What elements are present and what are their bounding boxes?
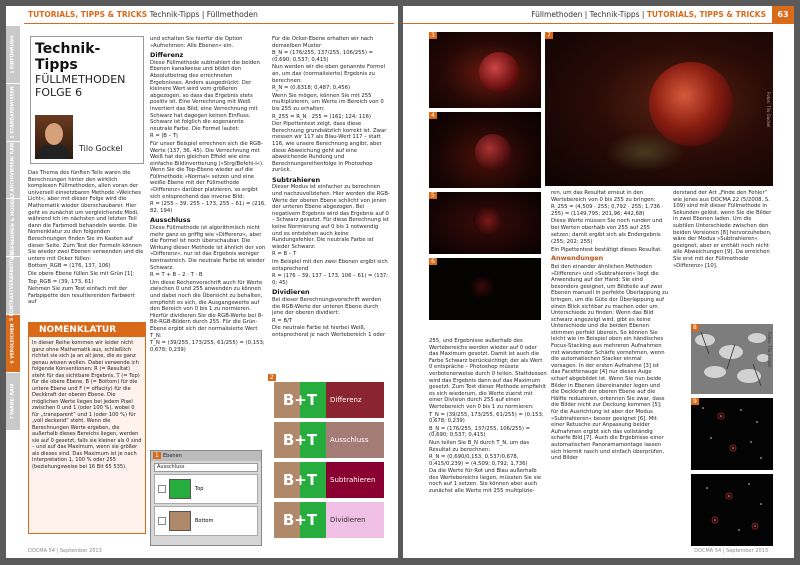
figure-number: 1: [155, 452, 159, 459]
layer-name: Top: [195, 486, 204, 492]
formula: R = B/T: [272, 317, 293, 324]
chapter-tab[interactable]: 7 FARBE/ RAW: [6, 373, 20, 431]
left-header: [28, 6, 258, 24]
right-column-b: [551, 190, 669, 546]
formula: R_255 = (4,509 · 255; 0,792 · 255; 1,736 · 255) = (1149,795; 201,96; 442,68): [551, 204, 664, 217]
paragraph: Für unser Beispiel errechnen sich die RGB-Werte (137, 36, 45). Die Verrechnung mit Weiß hat den gleichen Effekt wie eine einfache Bildinvertierung (»Strg/Befehl-I«). Wenn Sie die Top-Ebene wieder auf die Füllmethode »Normal« setzen und eine weiße Ebene mit der Füllmethode »Differenz« darüber platzieren, so ergibt sich entsprechend das inverse Bild:: [150, 140, 264, 200]
eye-icon[interactable]: [158, 517, 166, 525]
left-header-section: TUTORIALS, TIPPS & TRICKS: [28, 10, 148, 19]
paragraph: Diese Werte müssen Sie noch runden und bei Werten oberhalb von 255 auf 255 setzen; damit ergibt sich als Endergebnis: [551, 218, 663, 238]
paragraph: Bei den einander ähnlichen Methoden »Differenz« und »Subtrahieren« liegt die Anwendung auf der Hand: Sie sind besonders geeignet, um Bildteile auf zwei Ebenen manuell in perfekte Überlappung zu bringen, um die Güte der Überlappung auf einen Blick sichtbar zu machen oder um Unterschiede zu finden: Wenn das Bild schwarz angezeigt wird, gibt es keine Unterschiede und die beiden Ebenen stimmen perfekt überein. So können Sie leicht wie im Beispiel oben ein händisches Focus-Stacking aus mehreren Aufnahmen mit wandernder Schärfe vornehmen, wenn die automatischen Stacker einmal versagen. In der ersten Aufnahme [3] ist das Facettenauge [4] nur dieses Auge scharf abgebildet ist. Wenn Sie nun beide Bilder in Ebenen übereinander legen und die Deckkraft der oberen Ebene auf die Hälfte reduzieren, erkennen Sie zwar, dass die Bilder nicht zur Deckung kommen [5]; für die Ausrichtung ist aber der Modus »Subtrahieren« besser geeignet [6]. Mit einer Retusche zur Anpassung beider Aufnahmen ergibt sich das vollständig scharfe Bild [7]. Auch die Ergebnisse einer automatischen Panoramamontage lassen sich hiermit rasch und einfach überprüfen, und Bilder: [551, 263, 669, 462]
formula: R_N = (0,690/0,153, 0,537/0,678, 0,415/0,239) = (4,509; 0,792; 1,736): [429, 454, 528, 467]
paragraph: Bei dieser Berechnungsvorschrift werden die RGB-Werte der unteren Ebene durch jene der oberen dividiert:: [272, 296, 382, 317]
chapter-tab[interactable]: 4 AUFNEHMEN & MODELL: [6, 199, 20, 257]
swatch-row: [274, 502, 384, 538]
paragraph: Der Pipettentest zeigt, dass diese Berechnung grundsätzlich korrekt ist. Zwar messen wir 117 als Blau-Wert 117 – statt 116, wie unsere Berechnung angibt, aber diese Abweichung geht auf eine abweichende Rundung und Berechnungsreihenfolge in Photoshop zurück.: [272, 121, 387, 174]
formula: R = |B – T|: [150, 133, 178, 140]
snow-photo-8-shapes: [691, 324, 773, 394]
figure-number: 3: [431, 32, 435, 39]
right-header: [531, 6, 766, 24]
swatch-formula: B+T: [274, 462, 326, 498]
chapter-tab-active[interactable]: 6 VERGLEICHEN: [6, 315, 20, 373]
section-heading: Ausschluss: [150, 216, 191, 225]
paragraph: Für die Ocker-Ebene erhalten wir nach demselben Muster: [272, 36, 374, 49]
eye-icon[interactable]: [158, 485, 166, 493]
photo-credit: Fotos: Tilo Gockel: [766, 92, 771, 128]
header-rule: [403, 23, 773, 24]
figure-number: 5: [431, 192, 435, 199]
chapter-tab[interactable]: 3 ARCHIVIEREN/ RAW: [6, 142, 20, 200]
difference-photo-9-shapes: [691, 398, 773, 470]
paragraph: Wenn Sie mögen, können Sie mit 255 multiplizieren, um Werte im Bereich von 0 bis 255 zu erhalten:: [272, 92, 384, 112]
paragraph: und schalten Sie hierfür die Option »Aufnehmen: Alle Ebenen« ein.: [150, 36, 243, 49]
fly-eye-shape: [475, 134, 511, 170]
figure-number: 9: [693, 398, 697, 405]
right-header-section: TUTORIALS, TIPPS & TRICKS: [646, 10, 766, 19]
paragraph: derstand der Art „Finde den Fehler“ wie jenes aus DOCMA 22 (5/2008, S. 109) sind mit dieser Füllmethode in Sekunden gelöst, wenn Sie die Bilder in zwei Ebenen laden. Um die subtilen Unterschiede zwischen den beiden Versionen [8] hervorzuheben, wäre der Modus »Subtrahieren« geeignet, aber er enthält noch nicht alle Abweichungen [9]. Da erreichen Sie erst mit der Füllmethode »Differenz« [10].: [673, 190, 772, 269]
swatch-label: Subtrahieren: [326, 462, 384, 498]
left-page: [6, 6, 398, 558]
paragraph: Dieser Modus ist einfacher zu berechnen und nachzuvollziehen. Hier werden die RGB-Werte der oberen Ebene schlicht von jenen der unteren Ebene abgezogen. Bei negativem Ergebnis wird das Ergebnis auf 0 – Schwarz gesetzt. Für diese Berechnung ist keine Normierung auf 0 bis 1 notwendig und es entstehen auch keine Rundungsfehler. Die neutrale Farbe ist wieder Schwarz:: [272, 184, 390, 250]
nomenclature-title: NOMENKLATUR: [29, 323, 145, 337]
layer-row-top[interactable]: [154, 474, 258, 504]
formula: T_N = (39/255, 173/255, 61/255) = (0,153; 0,678; 0,239): [150, 340, 265, 353]
formula: B_N = (176/255, 137/255, 106/255) = (0,690; 0,537; 0,415): [272, 50, 374, 63]
fly-body-shape: [605, 132, 685, 172]
column-1: [28, 170, 144, 312]
formula: R = (176 – 39, 137 – 173, 106 – 61) = (137; 0; 45): [272, 273, 389, 286]
author-photo: [35, 115, 73, 159]
page-title: Technik-Tipps: [35, 41, 101, 73]
fly-photo-7: [545, 32, 773, 186]
chapter-tab[interactable]: 5 KONTRASTVERARBEITUNG: [6, 257, 20, 315]
right-column-a: [429, 338, 547, 546]
figure-number: 6: [431, 258, 435, 265]
swatch-formula: B+T: [274, 382, 326, 418]
chapter-tabs: [6, 26, 20, 546]
difference-photo-9: [691, 398, 773, 470]
chapter-tab[interactable]: 2 STANDARDWISSEN: [6, 84, 20, 142]
swatch-label: Differenz: [326, 382, 384, 418]
formula: (255; 202; 255): [551, 239, 593, 246]
figure-number: 7: [547, 32, 551, 39]
fly-eye-shape: [479, 52, 519, 92]
right-column-c: [673, 190, 773, 320]
author-face: [45, 123, 63, 145]
title-box: [30, 36, 144, 164]
formula: Bottom_RGB = (176, 137, 106): [28, 263, 111, 270]
chapter-tab[interactable]: 1 EINFÜHRUNG: [6, 26, 20, 84]
fly-eye-shape: [473, 206, 503, 236]
layer-thumbnail: [169, 511, 191, 531]
figure-number: 4: [431, 112, 435, 119]
right-header-sub: Füllmethoden | Technik-Tipps |: [531, 10, 645, 19]
layer-name: Bottom: [195, 518, 214, 524]
formula: R = B – T: [272, 251, 297, 258]
fly-eye-shape: [469, 276, 495, 298]
paragraph: Diese Füllmethode subtrahiert die beiden Ebenen kanalweise und bildet den Absolutbetrag des errechneten Ergebnisses. Anders ausgedrückt: Der kleinere Wert wird vom größeren abgezogen, so dass das Ergebnis stets positiv ist. Eine Verrechnung mit Weiß invertiert das Bild; eine Verrechnung mit Schwarz hat dagegen keinen Einfluss. Schwarz ist folglich die sogenannte neutrale Farbe. Die Formel lautet:: [150, 59, 260, 132]
paragraph: Nun werden wir die oben genannte Formel an, um das (normalisierte) Ergebnis zu berechnen:: [272, 64, 386, 84]
left-folio: DOCMA 54 | September 2013: [28, 548, 102, 554]
header-rule: [24, 23, 394, 24]
column-3: [272, 36, 390, 366]
formula: B_N = (176/255, 137/255, 106/255) = (0,690; 0,537; 0,415): [429, 425, 531, 439]
swatch-formula: B+T: [274, 502, 326, 538]
formula: R = T + B – 2 · T · B: [150, 272, 203, 279]
paragraph: Ein Pipettentest bestätigt dieses Resultat.: [551, 246, 662, 253]
intro-paragraph: Das Thema des fünften Teils waren die Berechnungen hinter den wirklich komplexen Füllmethoden, allen voran der universell einsetzbaren Methode »Weiches Licht«, aber mit dieser Folge wird die Mathematik wieder überschaubarer. Hier geht es zunächst um vergleichende Modi, während ich im nächsten und letzten Teil dann die Farbmodi behandeln werde. Die Nomenklatur zu den folgenden Berechnungen finden Sie im Kasten auf dieser Seite. Zum Test der Formeln können Sie wieder zwei Ebenen verwenden und die untere mit Ocker füllen:: [28, 170, 144, 262]
swatch-row: [274, 462, 384, 498]
swatch-row: [274, 422, 384, 458]
section-heading: Dividieren: [272, 288, 310, 297]
paragraph: 255, und Ergebnisse außerhalb des Wertebereichs werden wieder auf 0 oder das Maximum gesetzt. Damit ist auch die Farbe Schwarz berücksichtigt; der als Wert 0 entspräche – Photoshop müsste verbotenerweise durch 0 teilen. Stattdessen wird das Ergebnis dann auf das Maximum gesetzt. Zum Test dieser Methode empfiehlt es sich wiederum, die Werte zuerst mit einer Division durch 255 auf einen Wertebereich von 0 bis 1 zu normieren:: [429, 338, 547, 410]
swatch-row: [274, 382, 384, 418]
fly-photo-4: [429, 112, 541, 188]
swatch-formula: B+T: [274, 422, 326, 458]
formula: R = (255 – 39, 255 – 173, 255 – 61) = (216, 82, 194): [150, 201, 266, 214]
nomenclature-text: In dieser Reihe kommen wir leider nicht ganz ohne Mathematik aus, schließlich richtet sie sich ja an all jene, die es ganz genau wissen wollen. Dabei verwende ich folgende Konventionen: R (= Resultat) steht für das sichtbare Ergebnis, T (= Top) für die obere Ebene, B (= Bottom) für die untere Ebene und F (= offacity) für die Deckkraft der oberen Ebene. Die möglichen Werte liegen bei jedem Pixel zwischen 0 und 1 (oder 100 %), wobei 0 für „transparent“ und 1 (oder 100 %) für „voll deckend“ steht. Wenn die Berechnungen Werte ergeben, die außerhalb dieses Bereichs liegen, werden sie auf 0 gesetzt, falls sie kleiner als 0 sind – und auf das Maximum, wenn sie größer als dieses sind. Das Maximum ist je nach Interpretation 1, 100 % oder 255 (beziehungsweise bei 16 Bit 65 535).: [32, 340, 142, 470]
fly-photo-5: [429, 192, 541, 254]
layer-row-bottom[interactable]: [154, 506, 258, 536]
layer-thumbnail: [169, 479, 191, 499]
swatch-label: Ausschluss: [326, 422, 384, 458]
snow-photo-8: [691, 324, 773, 394]
left-header-sub: Technik-Tipps | Füllmethoden: [149, 10, 258, 19]
difference-photo-10-shapes: [691, 474, 773, 546]
column-2: [150, 36, 266, 448]
fly-photo-3: [429, 32, 541, 108]
formula: Top_RGB = (39, 173, 61): [28, 278, 94, 285]
blend-swatches-figure: [268, 374, 388, 546]
section-heading: Anwendungen: [551, 254, 604, 263]
page-subtitle-2: FOLGE 6: [35, 86, 83, 99]
swatch-label: Dividieren: [326, 502, 384, 538]
author-name: Tilo Gockel: [79, 144, 123, 153]
author-shoulders: [39, 145, 69, 159]
paragraph: Um diese Rechenvorschrift auch für Werte zwischen 0 und 255 anwenden zu können und dabei noch die Übersicht zu behalten, empfiehlt es sich, die Ausgangswerte auf den Bereich von 0 bis 1 zu normieren. Hierfür dividieren Sie die RGB-Werte bei 8-Bit-RGB-Bildern durch 255. Für die Grün-Ebene ergibt sich der normalisierte Wert T_N:: [150, 279, 263, 339]
photo-credit: Fotos: Tilo Gockel: [767, 332, 772, 368]
swatch-list: [274, 382, 384, 542]
paragraph: Die neutrale Farbe ist hierbei Weiß, entsprechend je nach Wertebereich 1 oder: [272, 325, 386, 338]
section-heading: Subtrahieren: [272, 175, 321, 184]
figure-number: 8: [693, 324, 697, 331]
layers-panel-tab[interactable]: Ebenen: [151, 451, 261, 461]
blend-mode-select[interactable]: Ausschluss: [154, 463, 258, 472]
section-heading: Differenz: [150, 51, 184, 60]
figure-number: 2: [270, 374, 274, 381]
paragraph: Nun teilen Sie B_N durch T_N, um das Resultat zu berechnen:: [429, 439, 530, 453]
nomenclature-box: [28, 322, 146, 534]
paragraph: ren, um das Resultat erneut in den Wertebereich von 0 bis 255 zu bringen:: [551, 190, 656, 203]
page-subtitle-1: FÜLLMETHODEN: [35, 73, 126, 86]
paragraph: Die obere Ebene füllen Sie mit Grün [1]:: [28, 270, 135, 277]
paragraph: Da die Werte für Rot und Blau außerhalb des Wertebereichs liegen, müssten Sie sie noch auf 1 setzen. Sie können aber auch zunächst alle Werte mit 255 multiplizie-: [429, 468, 542, 495]
paragraph: Diese Füllmethode ist algorithmisch nicht mehr ganz so griffig wie »Differenz«, aber die Formel ist noch überschaubar. Die Wirkung dieser Methode ist ähnlich der von »Differenz«, nur ist das Ergebnis weniger kontrastreich. Die neutrale Farbe ist wieder Schwarz.: [150, 225, 266, 271]
right-page: [403, 6, 794, 558]
paragraph: Im Beispiel mit den zwei Ebenen ergibt sich entsprechend: [272, 259, 388, 272]
layers-panel-figure: [150, 450, 262, 546]
paragraph: Nehmen Sie zum Test einfach mit der Farbpipette den resultierenden Farbwert auf: [28, 286, 135, 306]
formula: R_255 = R_N · 255 = (161; 124; 116): [272, 113, 371, 120]
formula: R_N = (0,6318; 0,487; 0,456): [272, 85, 351, 92]
page-number: 63: [772, 6, 794, 24]
fly-photo-6: [429, 258, 541, 320]
right-folio: DOCMA 54 | September 2013: [694, 548, 768, 554]
difference-photo-10: [691, 474, 773, 546]
formula: T_N = (39/255, 173/255, 61/255) = (0,153; 0,678; 0,239): [429, 411, 544, 425]
